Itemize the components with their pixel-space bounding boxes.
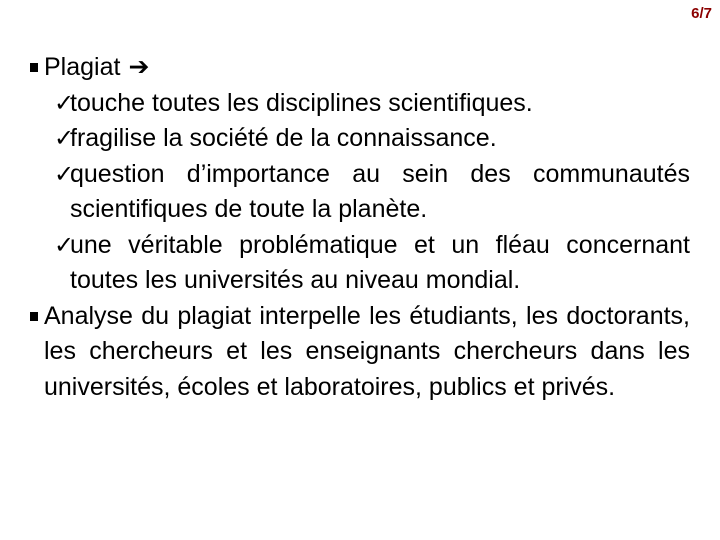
sub-bullet <box>54 228 690 299</box>
bullet-text: Analyse du plagiat interpelle les étudiants, les doctorants, les chercheurs et les enseignants chercheurs dans les universités, écoles et laboratoires, publics et privés. <box>44 301 690 401</box>
bullet-plagiat <box>28 50 690 86</box>
sub-bullet <box>54 121 690 157</box>
slide-content <box>28 50 690 405</box>
checkmark-icon: ✓ <box>54 160 75 188</box>
sub-bullet-text: question d’importance au sein des communautés scientifiques de toute la planète. <box>70 159 690 223</box>
bullet-text: Plagiat <box>44 53 121 81</box>
sub-bullet-text: fragilise la société de la connaissance. <box>70 124 497 152</box>
checkmark-icon: ✓ <box>54 231 75 259</box>
square-bullet-icon <box>30 63 38 72</box>
sub-bullet <box>54 157 690 228</box>
sub-bullet-text: touche toutes les disciplines scientifiques. <box>70 88 533 117</box>
square-bullet-icon <box>30 312 38 321</box>
sub-bullet-text: une véritable problématique et un fléau concernant toutes les universités au niveau mondial. <box>70 230 690 294</box>
checkmark-icon: ✓ <box>54 125 75 152</box>
sub-bullet <box>54 86 690 122</box>
checkmark-icon: ✓ <box>54 89 75 117</box>
arrow-right-icon: ➔ <box>128 53 150 81</box>
bullet-analyse <box>28 299 690 406</box>
page-number: 6/7 <box>691 5 712 22</box>
